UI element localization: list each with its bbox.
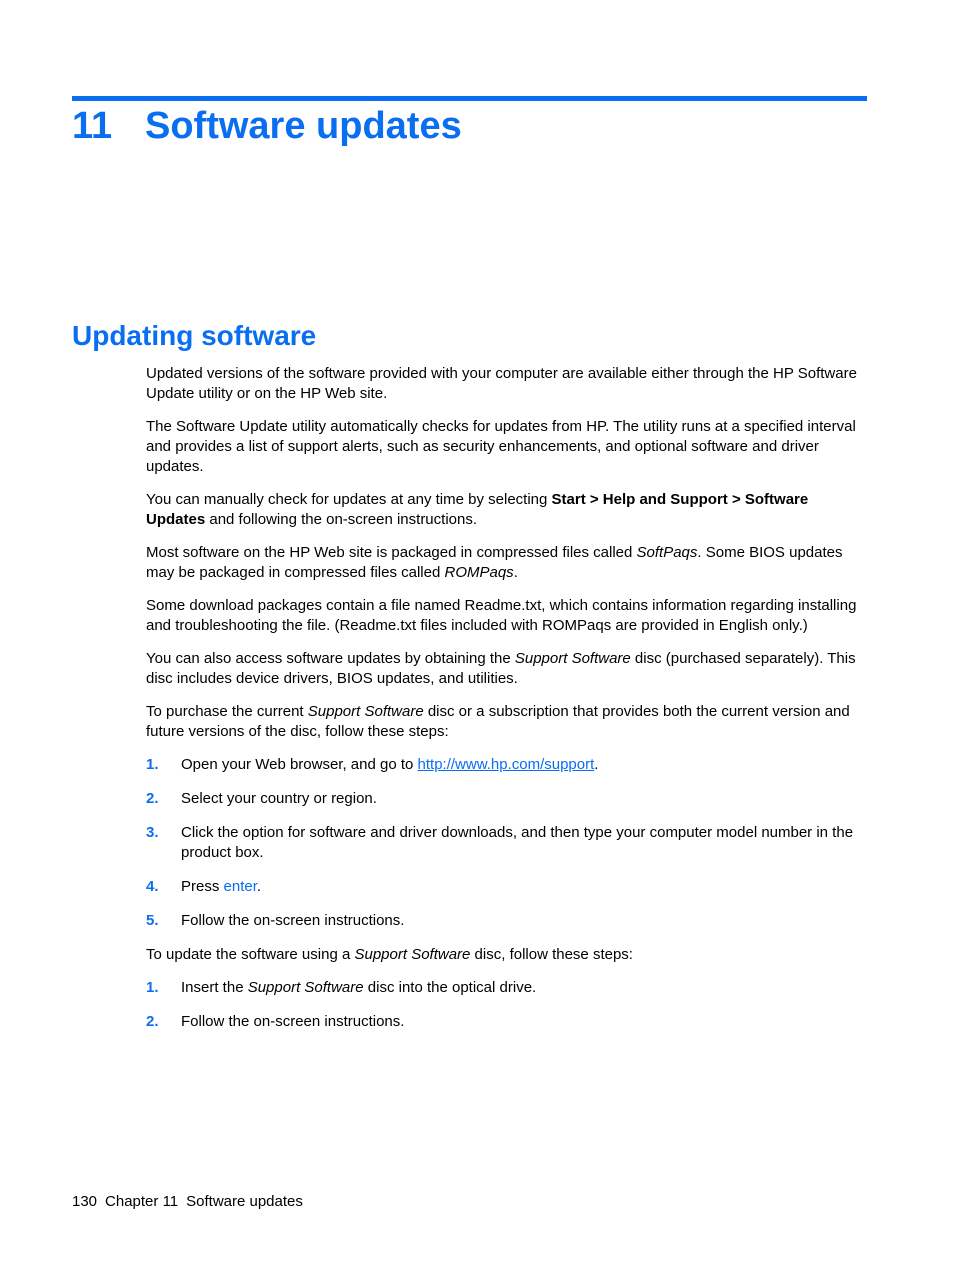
chapter-title-text: Software updates bbox=[145, 105, 462, 147]
chapter-title bbox=[72, 100, 462, 152]
step-number: 4. bbox=[146, 878, 159, 895]
paragraph: Most software on the HP Web site is packaged in compressed files called SoftPaqs. Some BIOS updates may be packaged in compressed files called ROMPaqs. bbox=[146, 544, 843, 581]
paragraph: You can also access software updates by obtaining the Support Software disc (purchased separately). This disc includes device drivers, BIOS updates, and utilities. bbox=[146, 650, 856, 687]
hp-support-link[interactable]: http://www.hp.com/support bbox=[417, 756, 595, 773]
paragraph: To purchase the current Support Software disc or a subscription that provides both the current version and future versions of the disc, follow these steps: bbox=[146, 703, 850, 740]
purchase-steps-list bbox=[146, 755, 870, 931]
step-number: 1. bbox=[146, 756, 159, 773]
paragraph: To update the software using a Support Software disc, follow these steps: bbox=[146, 946, 633, 963]
paragraph: The Software Update utility automatically checks for updates from HP. The utility runs at a specified interval and provides a list of support alerts, such as security enhancements, and optional software and driver updates. bbox=[146, 418, 856, 475]
list-item: 3. Click the option for software and driver downloads, and then type your computer model number in the product box. bbox=[146, 824, 854, 861]
list-item: 1. Open your Web browser, and go to http://www.hp.com/support. bbox=[146, 756, 599, 773]
list-item: 1. Insert the Support Software disc into the optical drive. bbox=[146, 979, 537, 996]
step-number: 1. bbox=[146, 979, 159, 996]
list-item: 2. Follow the on-screen instructions. bbox=[146, 1013, 405, 1030]
page-number: 130 bbox=[72, 1193, 98, 1210]
step-number: 5. bbox=[146, 912, 159, 929]
page-footer bbox=[72, 1192, 311, 1212]
enter-key: enter bbox=[223, 878, 257, 895]
list-item: 5. Follow the on-screen instructions. bbox=[146, 912, 405, 929]
step-number: 2. bbox=[146, 790, 159, 807]
menu-path: Start > Help and Support > Software Updates bbox=[146, 491, 809, 528]
paragraph: Updated versions of the software provided with your computer are available either through the HP Software Update utility or on the HP Web site. bbox=[146, 365, 857, 402]
step-number: 2. bbox=[146, 1013, 159, 1030]
paragraph: Some download packages contain a file named Readme.txt, which contains information regarding installing and troubleshooting the file. (Readme.txt files included with ROMPaqs are provided in English only.) bbox=[146, 597, 857, 634]
chapter-number: 11 bbox=[72, 105, 113, 147]
list-item: 4. Press enter. bbox=[146, 878, 262, 895]
footer-title: Software updates bbox=[186, 1193, 303, 1210]
update-steps-list bbox=[146, 978, 870, 1032]
section-title: Updating software bbox=[72, 320, 317, 351]
step-number: 3. bbox=[146, 824, 159, 841]
paragraph: You can manually check for updates at any time by selecting Start > Help and Support > Software Updates and following the on-screen instructions. bbox=[146, 491, 809, 528]
body-content bbox=[146, 364, 870, 1046]
list-item: 2. Select your country or region. bbox=[146, 790, 377, 807]
footer-chapter: Chapter 11 bbox=[105, 1193, 179, 1210]
